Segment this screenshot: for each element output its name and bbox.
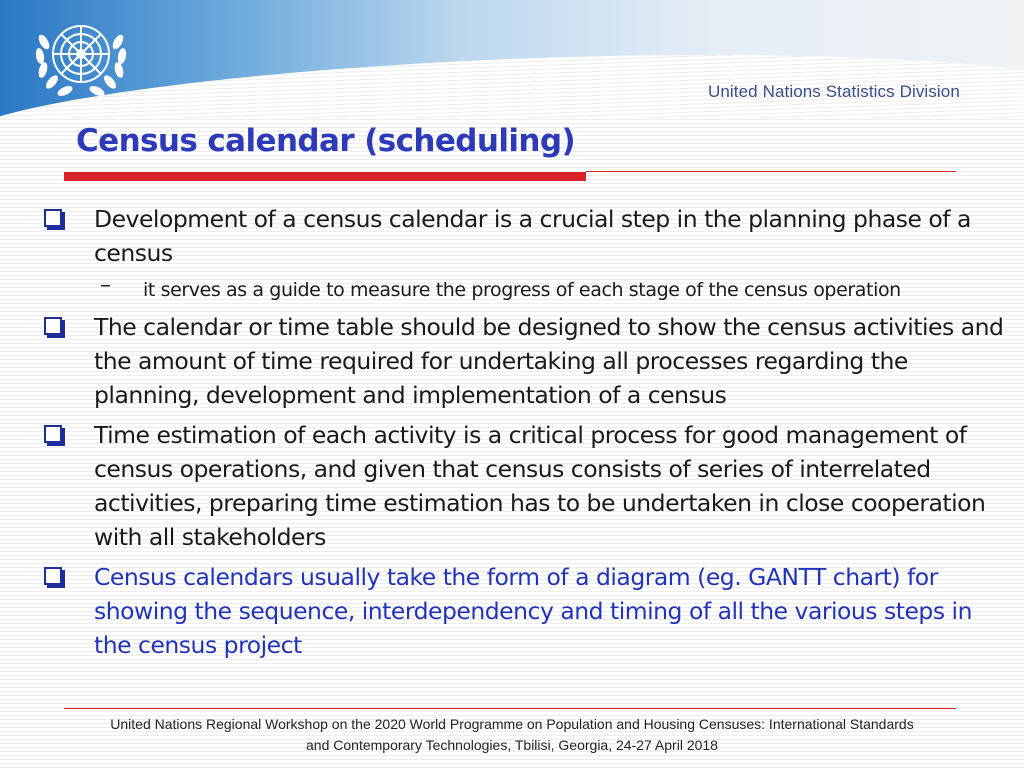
bullet-text: Time estimation of each activity is a critical process for good management of census operations, and given that census consists of series of interrelated activities, preparing time estimation has to be undertaken in close cooperation with all stakeholders [94,421,986,551]
bullet-text: The calendar or time table should be designed to show the census activities and the amount of time required for undertaking all processes regarding the planning, development and implementation of a census [94,313,1004,409]
checkbox-bullet-icon [44,317,62,335]
header-swoosh [0,37,1024,118]
sub-bullet-text: it serves as a guide to measure the progress of each stage of the census operation [143,279,901,301]
footer [40,714,984,756]
bullet-item [40,310,1015,412]
title-underline-thin [586,171,956,172]
sub-bullet-item [40,273,1015,304]
bullet-list [40,202,1015,668]
bullet-item [40,202,1015,270]
checkbox-bullet-icon [44,209,62,227]
page-title: Census calendar (scheduling) [76,123,576,159]
checkbox-bullet-icon [44,567,62,585]
checkbox-bullet-icon [44,425,62,443]
un-emblem-icon [30,12,132,104]
bullet-item-highlight [40,560,1015,662]
bullet-item [40,418,1015,554]
footer-rule [64,708,956,709]
bullet-text: Development of a census calendar is a crucial step in the planning phase of a census [94,205,971,267]
footer-line-2: and Contemporary Technologies, Tbilisi, Georgia, 24-27 April 2018 [306,737,718,753]
footer-line-1: United Nations Regional Workshop on the 2020 World Programme on Population and Housing Censuses: International Standards [110,716,914,732]
title-underline [64,172,586,181]
dash-bullet-icon: – [100,273,111,298]
org-name: United Nations Statistics Division [708,82,960,101]
bullet-text: Census calendars usually take the form of a diagram (eg. GANTT chart) for showing the sequence, interdependency and timing of all the various steps in the census project [94,563,972,659]
